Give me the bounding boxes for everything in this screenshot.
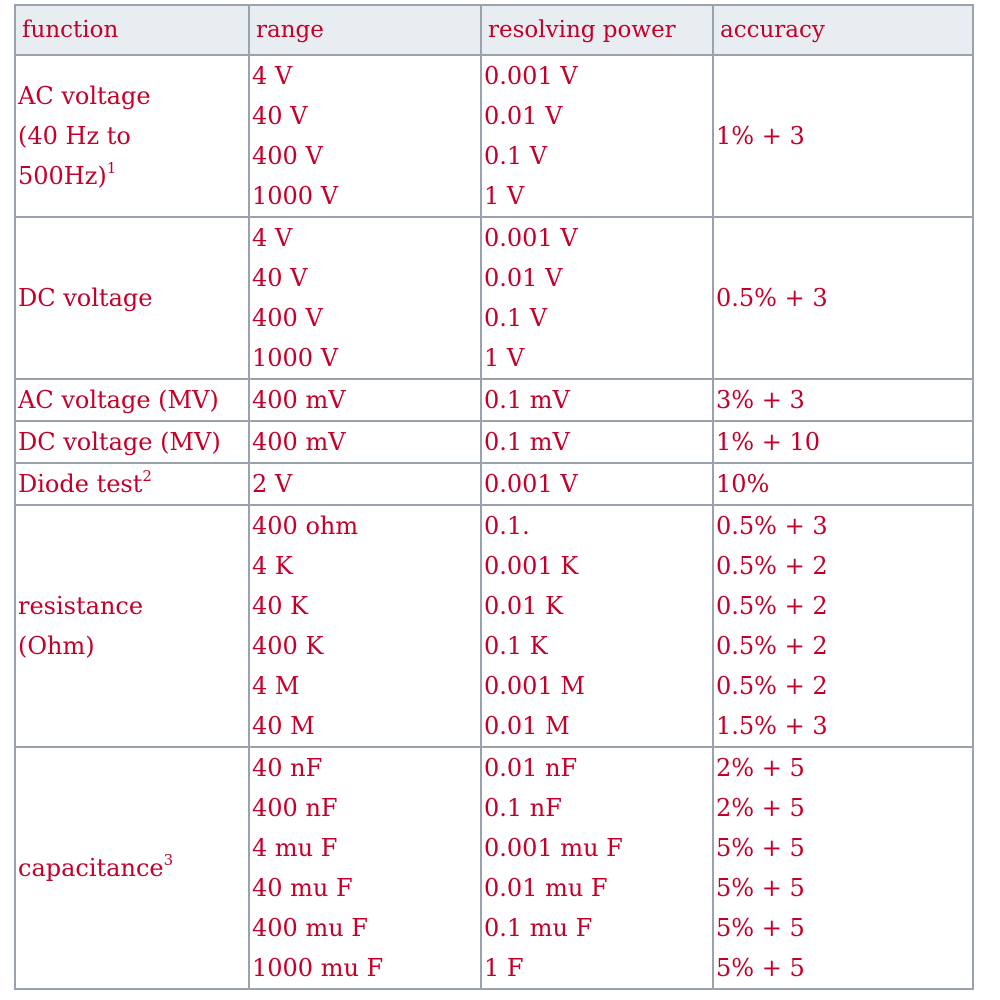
range-value: 2 V (252, 470, 293, 498)
resolution-cell (481, 747, 713, 989)
accuracy-value: 1.5% + 3 (716, 712, 828, 740)
resolution-value: 0.1 mV (484, 428, 570, 456)
function-label: (Ohm) (18, 632, 95, 660)
accuracy-value: 5% + 5 (716, 834, 805, 862)
resolution-value: 0.001 mu F (484, 834, 623, 862)
accuracy-value: 5% + 5 (716, 914, 805, 942)
resolution-value: 0.1. (484, 512, 530, 540)
table-row (15, 55, 973, 217)
accuracy-value: 0.5% + 2 (716, 632, 828, 660)
function-cell (15, 421, 249, 463)
resolution-value: 0.001 M (484, 672, 585, 700)
range-value: 400 K (252, 632, 324, 660)
range-value: 1000 mu F (252, 954, 384, 982)
function-cell (15, 217, 249, 379)
accuracy-cell (713, 379, 973, 421)
range-value: 1000 V (252, 344, 339, 372)
function-label: (40 Hz to (18, 122, 131, 150)
range-value: 400 mV (252, 428, 346, 456)
resolution-cell (481, 421, 713, 463)
accuracy-cell (713, 747, 973, 989)
accuracy-cell (713, 217, 973, 379)
resolution-value: 0.001 K (484, 552, 579, 580)
range-value: 4 M (252, 672, 300, 700)
function-cell (15, 379, 249, 421)
table-row (15, 379, 973, 421)
resolution-value: 1 V (484, 182, 525, 210)
header-accuracy: accuracy (713, 5, 973, 55)
range-cell (249, 747, 481, 989)
function-label: AC voltage (18, 82, 151, 110)
resolution-cell (481, 463, 713, 505)
accuracy-value: 1% + 10 (716, 428, 820, 456)
range-value: 400 V (252, 142, 323, 170)
resolution-cell (481, 379, 713, 421)
accuracy-value: 0.5% + 3 (716, 284, 828, 312)
accuracy-cell (713, 421, 973, 463)
table-body (15, 55, 973, 989)
function-label-text: capacitance (18, 854, 164, 882)
function-label-text: 500Hz) (18, 162, 107, 190)
range-value: 4 V (252, 224, 293, 252)
range-value: 400 mu F (252, 914, 368, 942)
accuracy-value: 0.5% + 2 (716, 552, 828, 580)
accuracy-value: 0.5% + 3 (716, 512, 828, 540)
resolution-value: 0.01 M (484, 712, 570, 740)
accuracy-cell (713, 55, 973, 217)
range-cell (249, 421, 481, 463)
range-value: 400 V (252, 304, 323, 332)
resolution-value: 1 V (484, 344, 525, 372)
resolution-cell (481, 505, 713, 747)
accuracy-value: 2% + 5 (716, 754, 805, 782)
header-row (15, 5, 973, 55)
accuracy-cell (713, 463, 973, 505)
resolution-cell (481, 217, 713, 379)
header-range: range (249, 5, 481, 55)
resolution-value: 0.001 V (484, 224, 578, 252)
resolution-value: 0.001 V (484, 470, 578, 498)
range-value: 4 mu F (252, 834, 338, 862)
function-label: DC voltage (18, 284, 153, 312)
resolution-value: 0.1 mu F (484, 914, 593, 942)
function-label: AC voltage (MV) (18, 386, 219, 414)
range-value: 40 M (252, 712, 315, 740)
accuracy-value: 5% + 5 (716, 954, 805, 982)
resolution-value: 1 F (484, 954, 524, 982)
range-cell (249, 55, 481, 217)
table-row (15, 217, 973, 379)
function-cell (15, 463, 249, 505)
range-value: 40 nF (252, 754, 323, 782)
range-value: 40 mu F (252, 874, 353, 902)
table-row (15, 421, 973, 463)
accuracy-cell (713, 505, 973, 747)
accuracy-value: 3% + 3 (716, 386, 805, 414)
range-value: 40 K (252, 592, 309, 620)
resolution-value: 0.001 V (484, 62, 578, 90)
table-row (15, 747, 973, 989)
function-label (18, 156, 248, 196)
range-value: 400 mV (252, 386, 346, 414)
specifications-table (14, 4, 974, 990)
footnote-marker: 1 (106, 159, 117, 177)
function-cell (15, 747, 249, 989)
range-value: 40 V (252, 264, 308, 292)
accuracy-value: 10% (716, 470, 770, 498)
header-resolving-power: resolving power (481, 5, 713, 55)
function-cell (15, 55, 249, 217)
range-cell (249, 217, 481, 379)
range-value: 4 V (252, 62, 293, 90)
footnote-marker: 2 (142, 467, 152, 485)
accuracy-value: 5% + 5 (716, 874, 805, 902)
range-value: 40 V (252, 102, 308, 130)
table-header (15, 5, 973, 55)
range-value: 400 nF (252, 794, 338, 822)
function-label (18, 848, 248, 888)
range-value: 400 ohm (252, 512, 359, 540)
range-value: 4 K (252, 552, 293, 580)
resolution-value: 0.1 mV (484, 386, 570, 414)
function-label-text: Diode test (18, 470, 143, 498)
resolution-cell (481, 55, 713, 217)
resolution-value: 0.1 V (484, 304, 548, 332)
accuracy-value: 0.5% + 2 (716, 672, 828, 700)
function-label (18, 464, 248, 504)
resolution-value: 0.01 mu F (484, 874, 608, 902)
footnote-marker: 3 (163, 851, 174, 869)
resolution-value: 0.01 V (484, 264, 563, 292)
function-label: DC voltage (MV) (18, 428, 221, 456)
table-row (15, 463, 973, 505)
accuracy-value: 2% + 5 (716, 794, 805, 822)
range-value: 1000 V (252, 182, 339, 210)
resolution-value: 0.01 V (484, 102, 563, 130)
accuracy-value: 0.5% + 2 (716, 592, 828, 620)
accuracy-value: 1% + 3 (716, 122, 805, 150)
header-function: function (15, 5, 249, 55)
range-cell (249, 463, 481, 505)
resolution-value: 0.01 nF (484, 754, 578, 782)
function-cell (15, 505, 249, 747)
resolution-value: 0.01 K (484, 592, 563, 620)
resolution-value: 0.1 nF (484, 794, 562, 822)
resolution-value: 0.1 V (484, 142, 548, 170)
range-cell (249, 379, 481, 421)
range-cell (249, 505, 481, 747)
table-row (15, 505, 973, 747)
function-label: resistance (18, 592, 144, 620)
resolution-value: 0.1 K (484, 632, 548, 660)
